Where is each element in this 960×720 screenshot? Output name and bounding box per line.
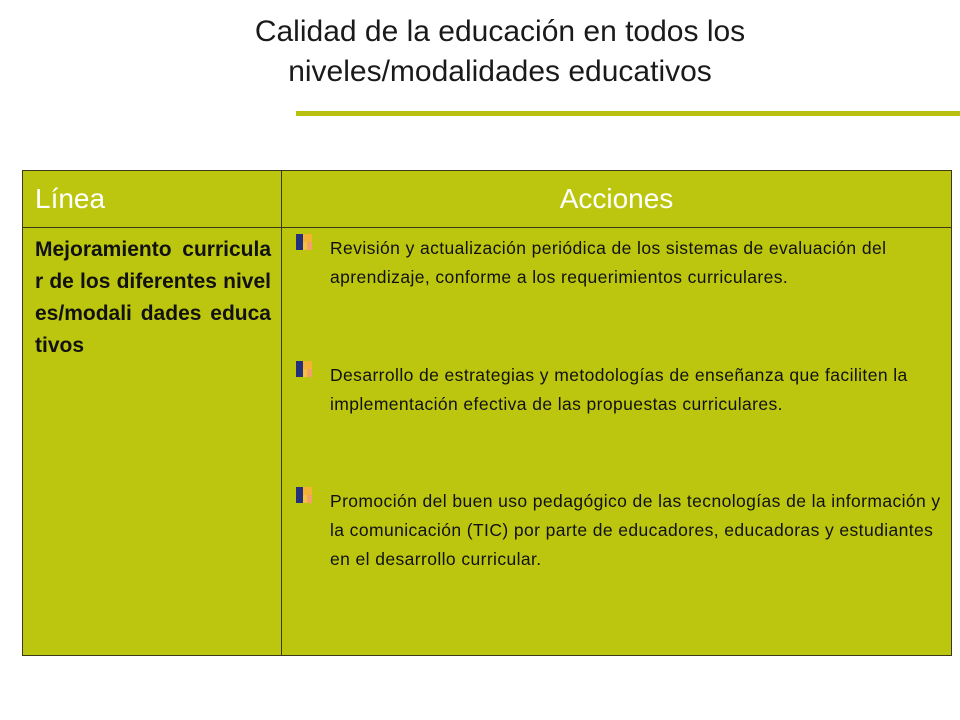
header-acciones: Acciones (282, 171, 952, 228)
table-header-row (23, 171, 952, 228)
line-cell: Mejoramiento curricular de los diferentes niveles/modali dades educativos (23, 228, 282, 656)
action-text: Revisión y actualización periódica de los sistemas de evaluación del aprendizaje, conforme a los requerimientos curriculares. (330, 238, 887, 287)
square-bullet-icon (296, 361, 312, 377)
table-row (23, 228, 952, 656)
square-bullet-icon (296, 234, 312, 250)
actions-cell (282, 228, 952, 656)
header-linea: Línea (23, 171, 282, 228)
action-item-2 (296, 361, 956, 419)
action-item-1 (296, 234, 956, 292)
lines-actions-table (22, 170, 952, 656)
title-accent-bar (296, 111, 960, 116)
action-item-3 (296, 487, 956, 574)
slide-title: Calidad de la educación en todos los niveles/modalidades educativos (254, 15, 746, 88)
action-text: Desarrollo de estrategias y metodologías de enseñanza que faciliten la implementación efectiva de las propuestas curriculares. (330, 365, 908, 414)
action-text: Promoción del buen uso pedagógico de las tecnologías de la información y la comunicación (TIC) por parte de educadores, educadoras y estudiantes en el desarrollo curricular. (330, 491, 941, 569)
square-bullet-icon (296, 487, 312, 503)
